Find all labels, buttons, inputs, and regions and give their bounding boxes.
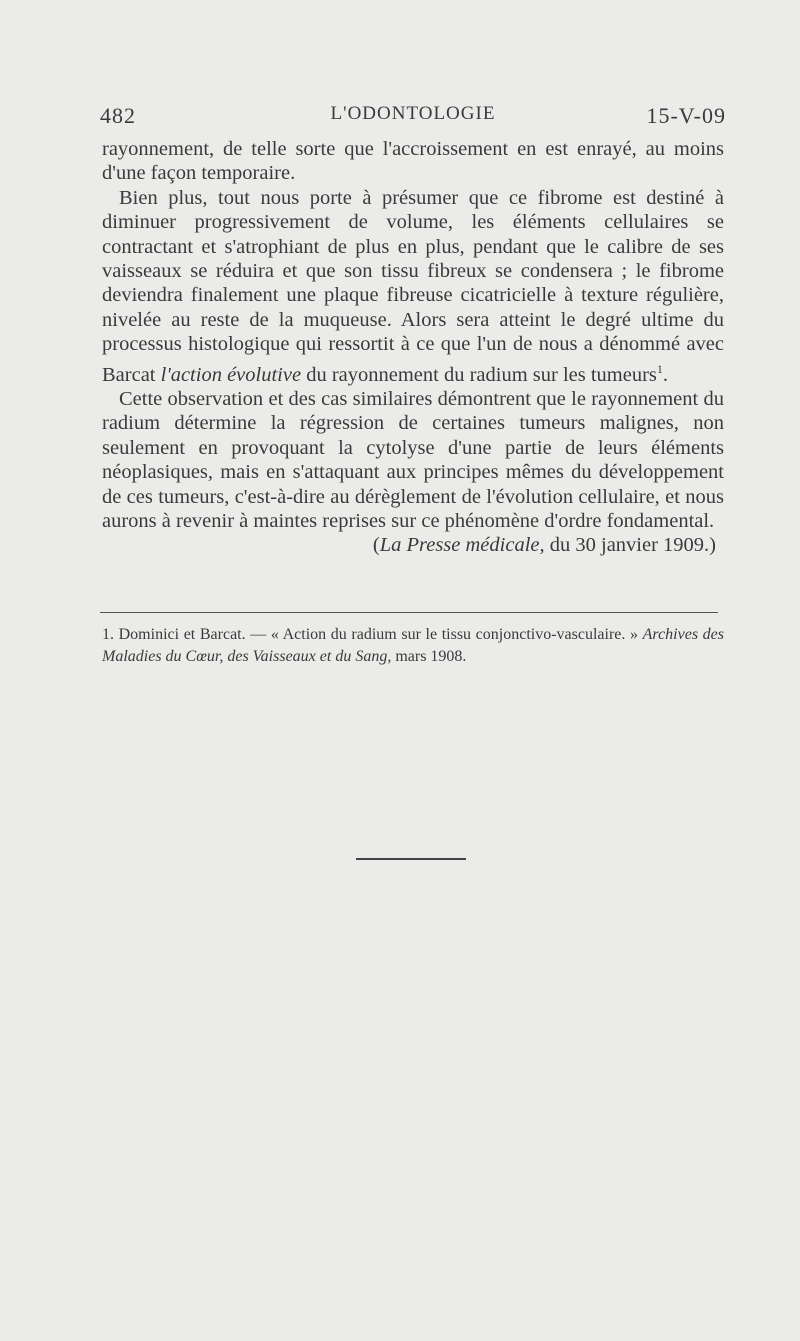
footnote-text	[102, 624, 724, 668]
section-end-rule	[356, 858, 466, 860]
citation	[102, 533, 724, 557]
footnote-journal: Archives des Maladies du Cœur, des Vaisseaux et du Sang,	[102, 626, 724, 665]
citation-date: du 30 janvier 1909.)	[544, 534, 716, 557]
paragraph-2	[102, 186, 724, 387]
paragraph-3: Cette observation et des cas similaires démontrent que le rayonnement du radium détermine la régression de certaines tumeurs malignes, non seulement en provoquant la cytolyse d'une partie de leurs éléments néoplasiques, mais en s'attaquant aux principes mêmes du développement de ces tumeurs, c'est-à-dire au dérèglement de l'évolution cellulaire, et nous aurons à revenir à maintes reprises sur ce phénomène d'ordre fondamental.	[102, 387, 724, 532]
paragraph-2-end: .	[662, 363, 669, 386]
footnote	[102, 624, 724, 668]
footnote-marker: 1	[656, 361, 663, 376]
running-header	[100, 103, 726, 129]
paragraph-2-text-cont: du rayonnement du radium sur les tumeurs	[301, 363, 657, 386]
paragraph-1: rayonnement, de telle sorte que l'accroissement en est enrayé, au moins d'une façon temporaire.	[102, 138, 724, 185]
running-title: L'ODONTOLOGIE	[330, 103, 496, 124]
paragraph-2-text: Bien plus, tout nous porte à présumer que ce fibrome est destiné à diminuer progressivement de volume, les éléments cellulaires se contractant et s'atrophiant de plus en plus, pendant que le calibre de ses vaisseaux se réduira et que son tissu fibreux se condensera ; le fibrome deviendra finalement une plaque fibreuse cicatricielle à texture régulière, nivelée au reste de la muqueuse. Alors sera atteint le degré ultime du processus histologique qui ressortit à ce que l'un de nous a dénommé avec Barcat	[102, 186, 724, 386]
page-number: 482	[100, 103, 136, 128]
issue-date: 15-V-09	[646, 103, 726, 128]
footnote-date: mars 1908.	[391, 648, 467, 665]
citation-source: La Presse médicale,	[379, 534, 545, 557]
footnote-separator	[100, 612, 718, 615]
body-text	[102, 137, 724, 558]
footnote-authors: 1. Dominici et Barcat. — « Action du radium sur le tissu conjonctivo-vasculaire. »	[102, 626, 643, 643]
paragraph-2-italic: l'action évolutive	[160, 363, 302, 386]
citation-open: (	[372, 534, 380, 557]
